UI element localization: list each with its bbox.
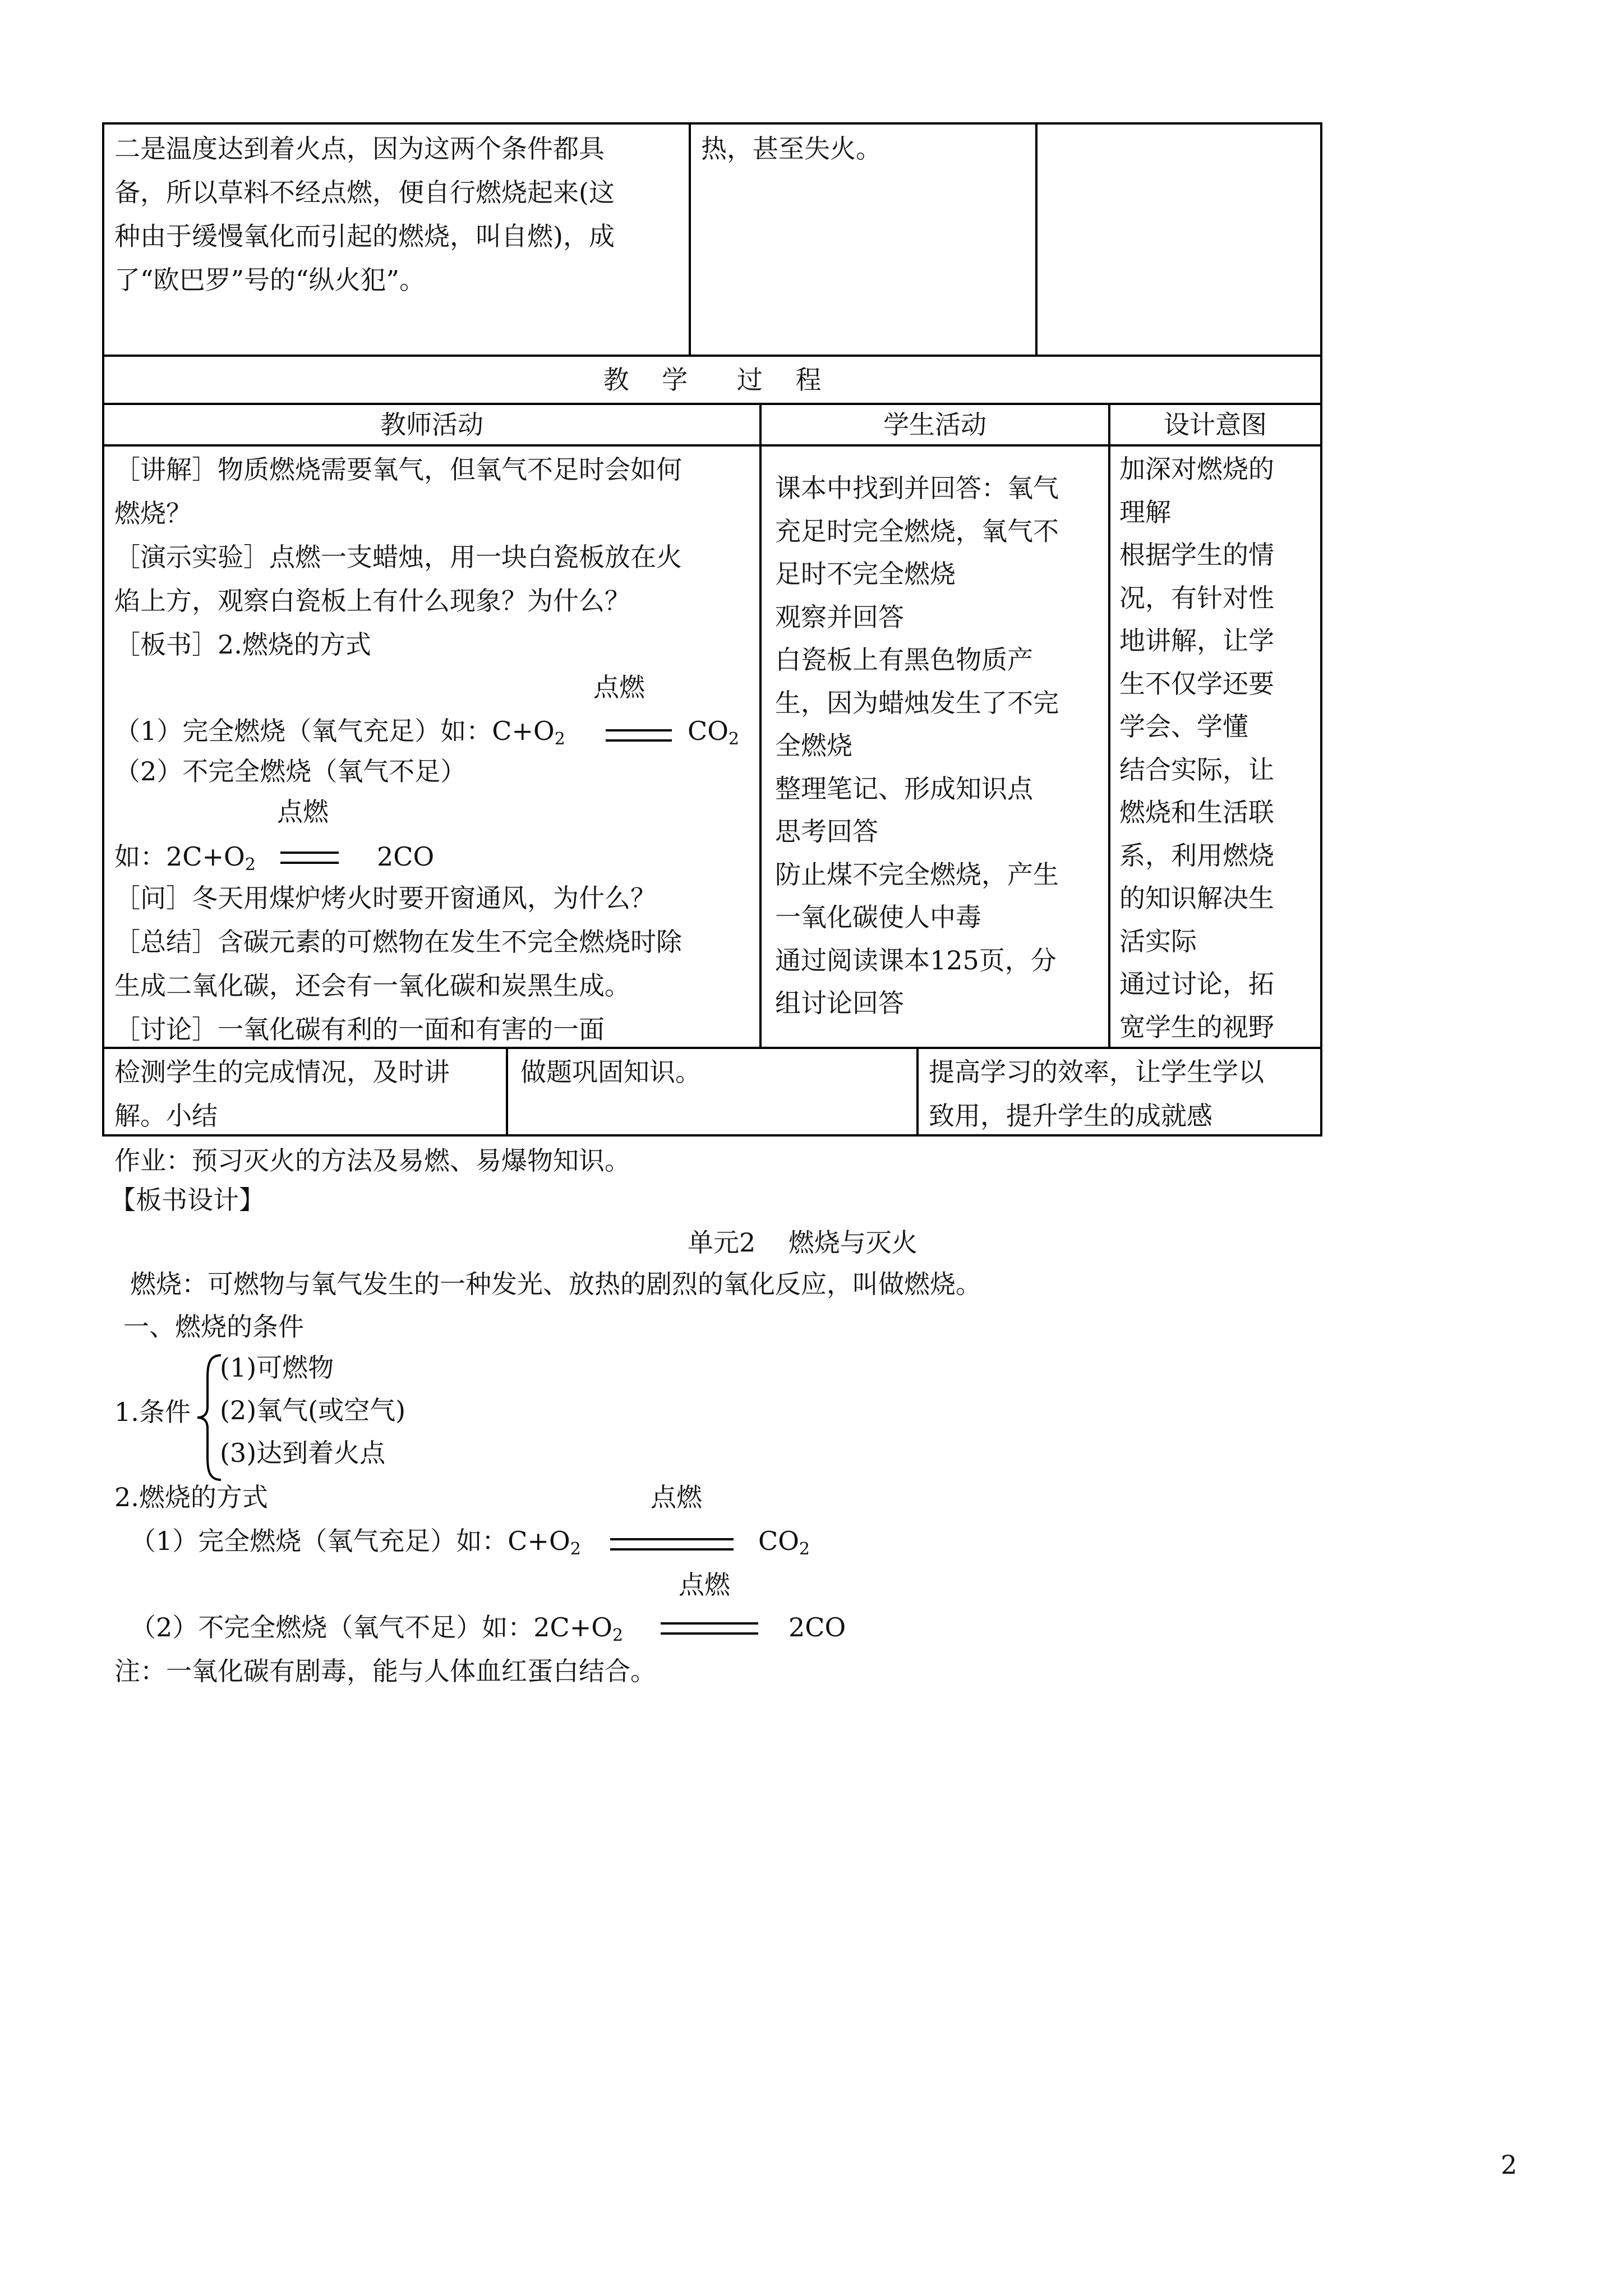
text-line: 了“欧巴罗”号的“纵火犯”。 xyxy=(114,265,426,295)
text-line: ［讲解］物质燃烧需要氧气，但氧气不足时会如何 xyxy=(114,454,682,485)
text-line: 解。小结 xyxy=(114,1101,218,1131)
subscript: 2 xyxy=(554,729,565,749)
divider xyxy=(1035,122,1038,355)
eq2-condition: 点燃 xyxy=(277,797,329,827)
subscript: 2 xyxy=(799,1539,810,1559)
text-line: 防止煤不完全燃烧，产生 xyxy=(775,859,1059,890)
eq1-left: （1）完全燃烧（氧气充足）如：C+O xyxy=(114,716,555,746)
text-line: 足时不完全燃烧 xyxy=(775,559,956,589)
condition-item: (2)氧气(或空气) xyxy=(220,1395,406,1425)
ways-label: 2.燃烧的方式 xyxy=(114,1482,268,1512)
board-design-label: 【板书设计】 xyxy=(110,1185,265,1215)
board-eq1-reactants xyxy=(130,1519,581,1563)
text-line: 整理笔记、形成知识点 xyxy=(775,773,1033,804)
text-line: 燃烧和生活联 xyxy=(1119,797,1274,827)
table-border-left xyxy=(102,122,104,1137)
text-line: 提高学习的效率，让学生学以 xyxy=(929,1057,1264,1087)
equals-sign xyxy=(606,729,672,742)
text-line: 结合实际，让 xyxy=(1119,754,1274,785)
text-line: 系，利用燃烧 xyxy=(1119,840,1274,871)
text-line: 加深对燃烧的 xyxy=(1119,454,1274,484)
design-intent xyxy=(1119,448,1274,1048)
board-eq2-left: （2）不完全燃烧（氧气不足）如：2C+O xyxy=(130,1612,612,1642)
bottom-row-col2 xyxy=(520,1050,701,1094)
condition-item: (1)可燃物 xyxy=(220,1352,334,1383)
text-line: 焰上方，观察白瓷板上有什么现象？为什么？ xyxy=(114,586,630,616)
text-line: ［讨论］一氧化碳有利的一面和有害的一面 xyxy=(114,1014,605,1045)
top-row-col2 xyxy=(701,127,882,171)
text-line: 通过阅读课本125页，分 xyxy=(775,945,1057,976)
header-teacher: 教师活动 xyxy=(380,409,483,440)
brace-icon xyxy=(196,1353,223,1482)
text-line: 课本中找到并回答：氧气 xyxy=(775,473,1059,503)
process-title: 教 学 过 程 xyxy=(603,365,822,395)
text-line: 理解 xyxy=(1119,496,1171,527)
text-line: 燃烧？ xyxy=(114,498,192,528)
subscript: 2 xyxy=(570,1539,581,1559)
text-line: 充足时完全燃烧，氧气不 xyxy=(775,516,1059,546)
subscript: 2 xyxy=(612,1626,624,1645)
text-line: 况，有针对性 xyxy=(1119,582,1274,613)
text-line: 致用，提升学生的成就感 xyxy=(929,1101,1212,1131)
section-one-heading: 一、燃烧的条件 xyxy=(123,1312,304,1342)
board-eq2-product: 2CO xyxy=(789,1612,846,1642)
board-eq2-condition: 点燃 xyxy=(679,1570,730,1600)
unit-title: 单元2 燃烧与灭火 xyxy=(688,1227,917,1258)
header-student: 学生活动 xyxy=(883,409,986,440)
board-eq1-right: CO xyxy=(758,1526,799,1556)
text-line: 种由于缓慢氧化而引起的燃烧，叫自燃)，成 xyxy=(114,221,615,251)
eq1-product xyxy=(688,709,739,753)
text-line: 备，所以草料不经点燃，便自行燃烧起来(这 xyxy=(114,177,615,208)
board-eq1-product xyxy=(758,1519,810,1563)
divider xyxy=(689,122,691,355)
equals-sign xyxy=(661,1622,758,1635)
equals-sign xyxy=(610,1538,734,1550)
eq2-left: 如：2C+O xyxy=(114,841,245,872)
page-number: 2 xyxy=(1501,2150,1518,2180)
header-intent: 设计意图 xyxy=(1164,409,1267,440)
text-line: 的知识解决生 xyxy=(1119,883,1274,913)
divider xyxy=(102,355,1322,357)
conditions-list xyxy=(220,1346,405,1474)
text-line: 观察并回答 xyxy=(775,601,904,632)
subscript: 2 xyxy=(245,855,256,875)
text-line: 活实际 xyxy=(1119,926,1197,956)
divider xyxy=(759,403,762,1048)
text-line: ［总结］含碳元素的可燃物在发生不完全燃烧时除 xyxy=(114,927,682,957)
board-eq1-left: （1）完全燃烧（氧气充足）如：C+O xyxy=(130,1526,570,1556)
text-line: 地讲解，让学 xyxy=(1119,625,1274,656)
text-line: ［演示实验］点燃一支蜡烛，用一块白瓷板放在火 xyxy=(114,542,682,572)
top-row-col1 xyxy=(114,127,615,302)
board-eq2-reactants xyxy=(130,1605,623,1649)
text-line: 做题巩固知识。 xyxy=(520,1057,701,1087)
text-line: 全燃烧 xyxy=(775,730,852,761)
divider xyxy=(1108,403,1110,1048)
text-line: 学会、学懂 xyxy=(1119,711,1248,742)
eq1-condition: 点燃 xyxy=(593,672,645,702)
condition-item: (3)达到着火点 xyxy=(220,1438,386,1468)
text-line: 检测学生的完成情况，及时讲 xyxy=(114,1057,450,1087)
student-activities xyxy=(775,467,1059,1025)
bottom-row-col1 xyxy=(114,1050,450,1138)
teacher-activities xyxy=(114,448,682,666)
text-line: 根据学生的情 xyxy=(1119,540,1274,570)
eq2-reactants xyxy=(114,835,256,878)
text-line: 生成二氧化碳，还会有一氧化碳和炭黑生成。 xyxy=(114,970,630,1001)
text-line: 生不仅学还要 xyxy=(1119,668,1274,699)
teacher-activities-continued xyxy=(114,876,682,1051)
text-line: 通过讨论，拓 xyxy=(1119,969,1274,999)
note: 注：一氧化碳有剧毒，能与人体血红蛋白结合。 xyxy=(114,1656,656,1686)
equals-sign xyxy=(280,852,339,864)
subscript: 2 xyxy=(728,729,740,749)
conditions-label: 1.条件 xyxy=(114,1397,191,1427)
eq1-reactants xyxy=(114,709,565,753)
text-line: 二是温度达到着火点，因为这两个条件都具 xyxy=(114,134,605,164)
text-line: 组讨论回答 xyxy=(775,988,904,1018)
board-eq1-condition: 点燃 xyxy=(651,1482,702,1512)
divider xyxy=(916,1047,919,1135)
text-line: 一氧化碳使人中毒 xyxy=(775,902,981,932)
text-line: ［问］冬天用煤炉烤火时要开窗通风，为什么？ xyxy=(114,883,656,913)
text-line: 生，因为蜡烛发生了不完 xyxy=(775,687,1059,718)
divider xyxy=(506,1047,508,1135)
table-border-top xyxy=(102,122,1322,125)
homework: 作业：预习灭火的方法及易燃、易爆物知识。 xyxy=(114,1145,630,1176)
text-line: 宽学生的视野 xyxy=(1119,1011,1274,1042)
text-line: 热，甚至失火。 xyxy=(701,134,882,164)
text-line: 白瓷板上有黑色物质产 xyxy=(775,645,1033,675)
definition: 燃烧：可燃物与氧气发生的一种发光、放热的剧烈的氧化反应，叫做燃烧。 xyxy=(130,1269,981,1299)
bottom-row-col3 xyxy=(929,1050,1264,1138)
table-border-right xyxy=(1320,122,1322,1137)
incomplete-combustion-line: （2）不完全燃烧（氧气不足） xyxy=(114,756,467,786)
eq2-product: 2CO xyxy=(377,841,435,872)
text-line: 思考回答 xyxy=(775,816,878,846)
text-line: ［板书］2.燃烧的方式 xyxy=(114,629,371,660)
eq1-right: CO xyxy=(688,716,728,746)
